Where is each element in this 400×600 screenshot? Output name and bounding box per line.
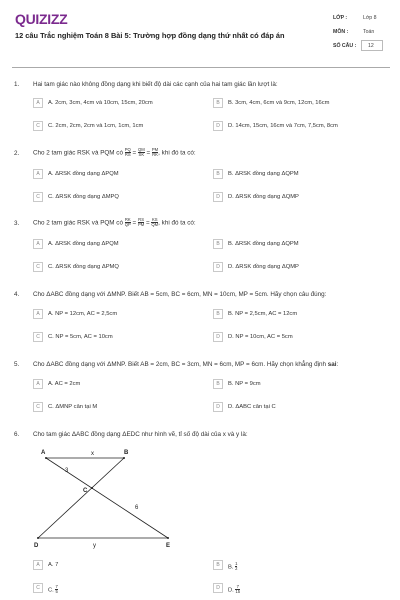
- option-text: A. 7: [48, 562, 59, 568]
- quizizz-logo[interactable]: QUIZIZZ: [15, 11, 68, 27]
- numerator: 7: [236, 584, 239, 589]
- meta-row-mon: [333, 26, 391, 40]
- label-d: D: [34, 543, 39, 549]
- fraction: [235, 585, 240, 595]
- point-c: [91, 487, 93, 489]
- label-e: E: [166, 543, 171, 549]
- denominator: QM: [151, 222, 159, 228]
- option-text: B. NP = 2,5cm, AC = 12cm: [228, 311, 298, 317]
- question-3-option-c[interactable]: [33, 262, 203, 274]
- option-letter: B: [213, 169, 223, 179]
- numerator: RS: [138, 217, 144, 222]
- option-text: A. NP = 12cm, AC = 2,5cm: [48, 311, 118, 317]
- segment-bd: [38, 458, 124, 538]
- fraction: [138, 218, 144, 228]
- numerator: 1: [235, 561, 238, 566]
- lop-value: Lớp 8: [363, 15, 377, 21]
- equals-sign: =: [146, 149, 151, 157]
- option-text: [228, 585, 240, 595]
- denominator: 5: [55, 589, 58, 595]
- label-b: B: [124, 450, 129, 456]
- option-text: D. NP = 10cm, AC = 5cm: [228, 334, 293, 340]
- point-d: [37, 537, 39, 539]
- lop-label: LỚP :: [333, 15, 348, 21]
- question-5-text-prefix: Cho ΔABC đồng dạng với ΔMNP. Biết AB = 2cm, BC = 3cm, MN = 6cm, MP = 6cm. Hãy chọn khẳng định: [33, 361, 327, 368]
- option-text: C. NP = 5cm, AC = 10cm: [48, 334, 113, 340]
- option-text: D. 14cm, 15cm, 16cm và 7cm, 7,5cm, 8cm: [228, 123, 338, 129]
- question-3-text-prefix: Cho 2 tam giác RSK và PQM có: [33, 219, 123, 227]
- numerator: KS: [152, 217, 158, 222]
- question-5-option-a[interactable]: [33, 379, 203, 391]
- equals-sign: =: [132, 219, 137, 227]
- option-letter: D: [213, 583, 223, 593]
- side-label-x: x: [91, 451, 94, 457]
- question-2-option-c[interactable]: [33, 192, 203, 204]
- option-letter: D: [213, 192, 223, 202]
- option-text: D. ΔABC cân tại C: [228, 404, 276, 410]
- point-b: [123, 457, 125, 459]
- option-text: B. NP = 9cm: [228, 381, 261, 387]
- triangle-figure: [32, 446, 182, 550]
- question-5-option-d[interactable]: [213, 402, 383, 414]
- fraction: [55, 585, 57, 595]
- question-2-number: 2.: [14, 150, 20, 157]
- question-3-number: 3.: [14, 220, 20, 227]
- question-3-option-d[interactable]: [213, 262, 383, 274]
- numerator: QM: [137, 147, 145, 152]
- question-5-number: 5.: [14, 361, 20, 368]
- option-text: A. ΔRSK đồng dạng ΔPQM: [48, 171, 119, 177]
- option-letter: A: [33, 239, 43, 249]
- denominator: 15: [235, 589, 241, 595]
- option-text: D. ΔRSK đồng dạng ΔQMP: [228, 194, 299, 200]
- question-2-option-a[interactable]: [33, 169, 203, 181]
- header: [0, 0, 400, 66]
- option-text: C. 2cm, 2cm, 2cm và 1cm, 1cm, 1cm: [48, 123, 144, 129]
- option-letter: A: [33, 560, 43, 570]
- option-text: C. ΔMNP cân tại M: [48, 404, 98, 410]
- option-letter: D: [213, 121, 223, 131]
- numerator: PQ: [124, 147, 131, 152]
- question-3-option-b[interactable]: [213, 239, 383, 251]
- document-title: 12 câu Trắc nghiệm Toán 8 Bài 5: Trường hợp đồng dạng thứ nhất có đáp án: [15, 31, 285, 40]
- question-2-text-prefix: Cho 2 tam giác RSK và PQM có: [33, 149, 123, 157]
- fraction: [138, 148, 145, 158]
- option-letter: C: [33, 121, 43, 131]
- option-letter: A: [33, 98, 43, 108]
- question-1-number: 1.: [14, 81, 20, 88]
- option-text: D. ΔRSK đồng dạng ΔQMP: [228, 264, 299, 270]
- side-label-y: y: [93, 543, 96, 549]
- question-2-option-b[interactable]: [213, 169, 383, 181]
- question-1-option-a[interactable]: [33, 98, 203, 110]
- option-letter: B: [213, 309, 223, 319]
- denominator: SK: [138, 152, 145, 158]
- meta-row-lop: [333, 12, 391, 26]
- socau-value: 12: [361, 40, 383, 51]
- question-1-option-d[interactable]: [213, 121, 383, 133]
- figure-points: [37, 457, 169, 539]
- question-1-option-c[interactable]: [33, 121, 203, 133]
- option-letter: A: [33, 309, 43, 319]
- option-text: [48, 585, 58, 595]
- question-4-option-a[interactable]: [33, 309, 203, 321]
- denominator: 2: [235, 566, 238, 572]
- question-4-number: 4.: [14, 291, 20, 298]
- socau-label: SỐ CÂU :: [333, 43, 357, 49]
- option-letter: A: [33, 379, 43, 389]
- question-4-option-c[interactable]: [33, 332, 203, 344]
- question-3-option-a[interactable]: [33, 239, 203, 251]
- mon-label: MÔN :: [333, 29, 349, 35]
- point-e: [167, 537, 169, 539]
- fraction: [125, 218, 131, 228]
- question-2-option-d[interactable]: [213, 192, 383, 204]
- label-c: C: [83, 488, 88, 494]
- option-letter: C: [33, 583, 43, 593]
- question-1-option-b[interactable]: [213, 98, 383, 110]
- numerator: RK: [124, 217, 131, 222]
- option-text: B. ΔRSK đồng dạng ΔQPM: [228, 171, 299, 177]
- option-text: C. ΔRSK đồng dạng ΔPMQ: [48, 264, 119, 270]
- question-6-text: Cho tam giác ΔABC đồng dạng ΔEDC như hình vẽ, tỉ số độ dài của x và y là:: [33, 431, 248, 438]
- question-6-option-c[interactable]: [33, 583, 203, 595]
- question-4-text: Cho ΔABC đồng dạng với ΔMNP. Biết AB = 5cm, BC = 6cm, MN = 10cm, MP = 5cm. Hãy chọn câu đúng:: [33, 291, 327, 298]
- question-5-option-b[interactable]: [213, 379, 383, 391]
- option-text: A. 2cm, 3cm, 4cm và 10cm, 15cm, 20cm: [48, 100, 153, 106]
- mon-value: Toán: [363, 29, 375, 35]
- denominator: RS: [124, 152, 131, 158]
- question-5-text: [33, 361, 388, 368]
- option-text: C. ΔRSK đồng dạng ΔMPQ: [48, 194, 119, 200]
- option-text: A. AC = 2cm: [48, 381, 81, 387]
- meta-row-socau: [333, 40, 391, 54]
- question-5-text-suffix: :: [336, 361, 339, 368]
- option-prefix: D.: [228, 587, 234, 594]
- fraction: [235, 562, 237, 572]
- question-6-option-a[interactable]: [33, 560, 203, 572]
- header-divider: [12, 67, 390, 68]
- question-4-option-d[interactable]: [213, 332, 383, 344]
- question-3-text-suffix: , khi đó ta có:: [158, 219, 196, 227]
- label-a: A: [41, 450, 46, 456]
- option-text: [228, 562, 237, 572]
- meta-info: [333, 12, 391, 54]
- option-letter: D: [213, 262, 223, 272]
- equals-sign: =: [145, 219, 150, 227]
- option-text: A. ΔRSK đồng dạng ΔPQM: [48, 241, 119, 247]
- option-letter: B: [213, 98, 223, 108]
- figure-lines: [38, 458, 168, 538]
- numerator: PM: [151, 147, 159, 152]
- question-6-number: 6.: [14, 431, 20, 438]
- question-2-text-suffix: , khi đó ta có:: [158, 149, 196, 157]
- option-letter: C: [33, 332, 43, 342]
- denominator: PM: [137, 222, 145, 228]
- option-letter: A: [33, 169, 43, 179]
- question-5-text-emphasis: sai: [327, 361, 337, 368]
- option-letter: D: [213, 402, 223, 412]
- question-1-text: Hai tam giác nào không đồng dạng khi biết độ dài các cạnh của hai tam giác lần lượt là:: [33, 81, 278, 88]
- question-2-text: [33, 148, 388, 158]
- question-6-option-b[interactable]: [213, 560, 383, 572]
- option-text: B. ΔRSK đồng dạng ΔQPM: [228, 241, 299, 247]
- question-5-option-c[interactable]: [33, 402, 203, 414]
- denominator: QP: [124, 222, 131, 228]
- side-label-6: 6: [135, 505, 139, 511]
- option-prefix: C.: [48, 587, 54, 594]
- option-letter: B: [213, 239, 223, 249]
- option-letter: C: [33, 402, 43, 412]
- option-letter: B: [213, 379, 223, 389]
- question-4-option-b[interactable]: [213, 309, 383, 321]
- option-letter: C: [33, 262, 43, 272]
- question-6-option-d[interactable]: [213, 583, 383, 595]
- equals-sign: =: [132, 149, 137, 157]
- numerator: 7: [55, 584, 58, 589]
- fraction: [125, 148, 131, 158]
- option-prefix: B.: [228, 564, 234, 571]
- point-a: [45, 457, 47, 459]
- option-text: B. 3cm, 4cm, 6cm và 9cm, 12cm, 16cm: [228, 100, 330, 106]
- option-letter: C: [33, 192, 43, 202]
- option-letter: B: [213, 560, 223, 570]
- side-label-3: 3: [65, 468, 69, 474]
- option-letter: D: [213, 332, 223, 342]
- question-3-text: [33, 218, 388, 228]
- denominator: RK: [152, 152, 158, 158]
